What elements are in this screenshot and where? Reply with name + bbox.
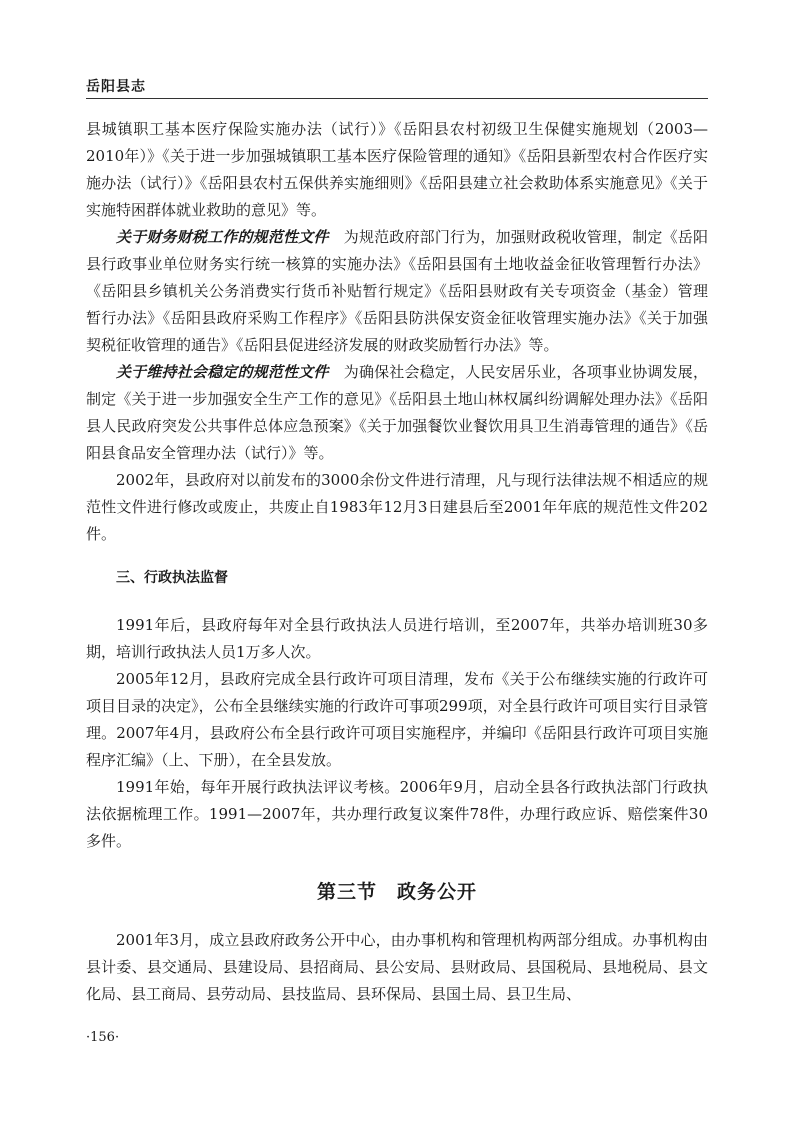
paragraph: 2001年3月，成立县政府政务公开中心，由办事机构和管理机构两部分组成。办事机构由县计委、县交通局、县建设局、县招商局、县公安局、县财政局、县国税局、县地税局、县文化局、县工商局、县劳动局、县技监局、县环保局、县国土局、县卫生局、	[86, 931, 708, 1003]
paragraph	[86, 359, 708, 467]
running-header-title: 岳阳县志	[86, 79, 146, 95]
page-number: ·156·	[86, 1030, 120, 1045]
paragraph: 1991年后，县政府每年对全县行政执法人员进行培训，至2007年，共举办培训班30多期，培训行政执法人员1万多人次。	[86, 616, 708, 661]
paragraph: 县城镇职工基本医疗保险实施办法（试行）》《岳阳县农村初级卫生保健实施规划（2003—2010年）》《关于进一步加强城镇职工基本医疗保险管理的通知》《岳阳县新型农村合作医疗实施办法（试行）》《岳阳县农村五保供养实施细则》《岳阳县建立社会救助体系实施意见》《关于实施特困群体就业救助的意见》等。	[86, 120, 708, 219]
paragraph-lead: 关于维持社会稳定的规范性文件	[116, 363, 329, 381]
paragraph-lead: 关于财务财税工作的规范性文件	[116, 228, 329, 246]
paragraph-text: 为确保社会稳定，人民安居乐业，各项事业协调发展，制定《关于进一步加强安全生产工作的意见》《岳阳县土地山林权属纠纷调解处理办法》《岳阳县人民政府突发公共事件总体应急预案》《关于加强餐饮业餐饮用具卫生消毒管理的通告》《岳阳县食品安全管理办法（试行）》等。	[86, 363, 708, 462]
paragraph: 2005年12月，县政府完成全县行政许可项目清理，发布《关于公布继续实施的行政许可项目目录的决定》，公布全县继续实施的行政许可事项299项，对全县行政许可项目实行目录管理。2007年4月，县政府公布全县行政许可项目实施程序，并编印《岳阳县行政许可项目实施程序汇编》（上、下册），在全县发放。	[86, 670, 708, 769]
paragraph: 2002年，县政府对以前发布的3000余份文件进行清理，凡与现行法律法规不相适应的规范性文件进行修改或废止，共废止自1983年12月3日建县后至2001年年底的规范性文件202件。	[86, 471, 708, 543]
paragraph-text: 为规范政府部门行为，加强财政税收管理，制定《岳阳县行政事业单位财务实行统一核算的实施办法》《岳阳县国有土地收益金征收管理暂行办法》《岳阳县乡镇机关公务消费实行货币补贴暂行规定》《岳阳县财政有关专项资金（基金）管理暂行办法》《岳阳县政府采购工作程序》《岳阳县防洪保安资金征收管理实施办法》《关于加强契税征收管理的通告》《岳阳县促进经济发展的财政奖励暂行办法》等。	[86, 228, 708, 354]
header-rule	[86, 98, 708, 99]
section-title: 第三节 政务公开	[316, 881, 477, 903]
subheading: 三、行政执法监督	[116, 570, 228, 586]
paragraph	[86, 224, 708, 359]
paragraph: 1991年始，每年开展行政执法评议考核。2006年9月，启动全县各行政执法部门行政执法依据梳理工作。1991—2007年，共办理行政复议案件78件，办理行政应诉、赔偿案件30多件。	[86, 778, 708, 850]
page-body	[86, 116, 708, 1008]
